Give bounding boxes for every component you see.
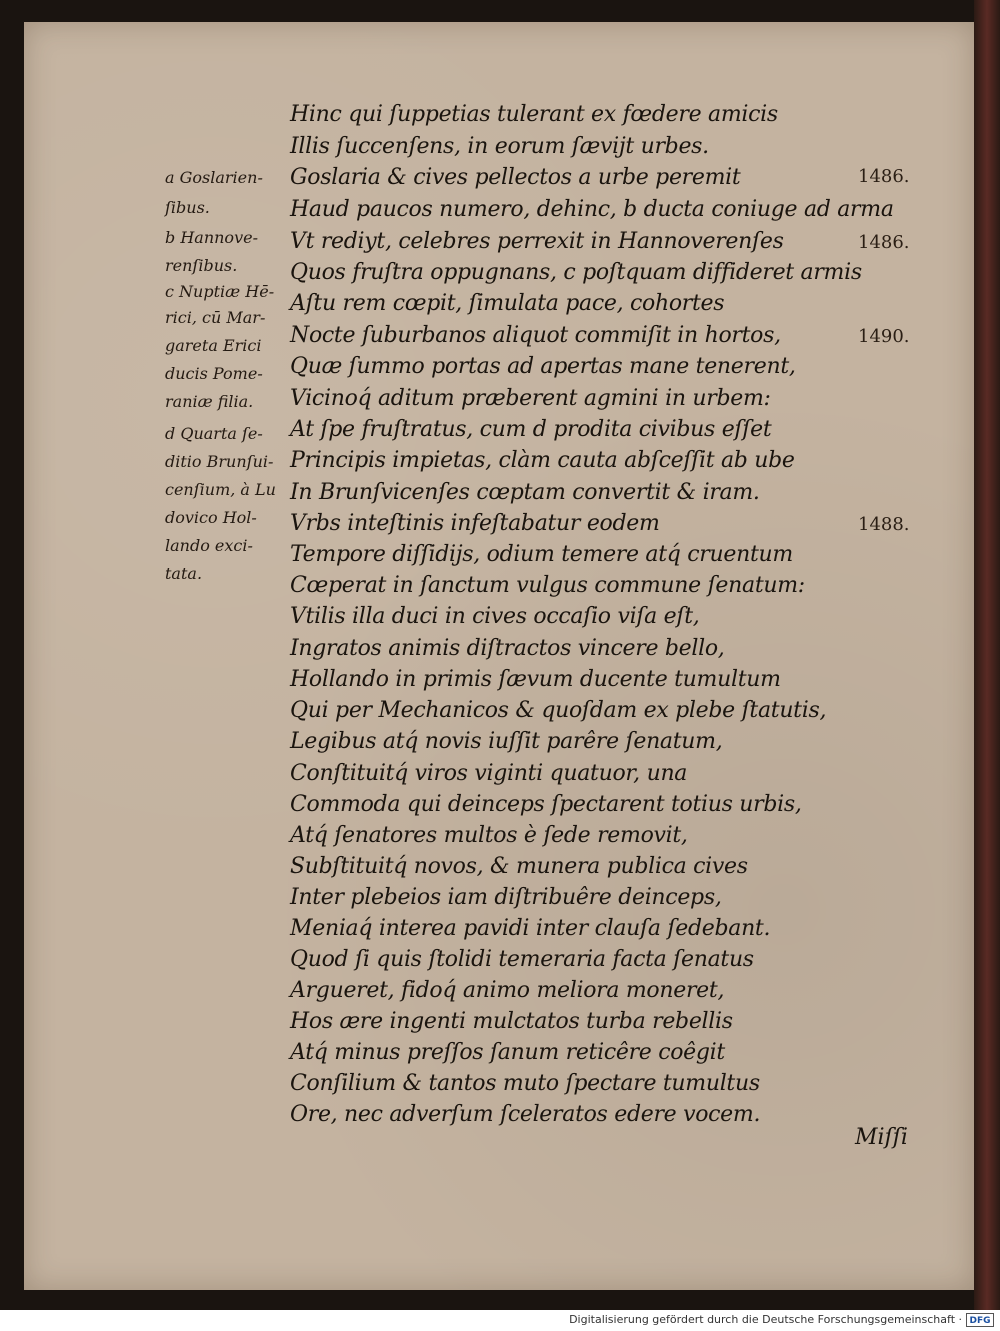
text-line: Quos fruſtra oppugnans, c poſtquam diffideret armis: [290, 260, 862, 285]
text-line: Vt rediyt, celebres perrexit in Hannoverenſes: [290, 229, 784, 254]
text-line: Commoda qui deinceps ſpectarent totius urbis,: [290, 792, 802, 817]
book-spine: [974, 0, 1000, 1310]
text-line: Atq́ ſenatores multos è ſede removit,: [290, 823, 688, 848]
catchword: Miſſi: [855, 1125, 908, 1150]
text-line: Ingratos animis diſtractos vincere bello,: [290, 636, 725, 661]
text-line: Conſtituitq́ viros viginti quatuor, una: [290, 761, 688, 786]
year-note: 1486.: [858, 166, 910, 187]
margin-note-line: a Goslarien-: [165, 168, 263, 187]
text-line: Vicinoq́ aditum præberent agmini in urbem:: [290, 386, 771, 411]
text-line: Illis ſuccenſens, in eorum ſævijt urbes.: [290, 134, 709, 159]
text-line: Subſtituitq́ novos, & munera publica cives: [290, 854, 748, 879]
text-line: Nocte ſuburbanos aliquot commiſit in hortos,: [290, 323, 781, 348]
text-line: Goslaria & cives pellectos a urbe peremit: [290, 165, 741, 190]
text-line: Meniaq́ interea pavidi inter clauſa ſedebant.: [290, 916, 771, 941]
text-line: Argueret, fidoq́ animo meliora moneret,: [290, 978, 725, 1003]
text-line: Atq́ minus preſſos ſanum reticêre coêgit: [290, 1040, 725, 1065]
margin-note-line: d Quarta ſe-: [165, 424, 263, 443]
text-line: Aſtu rem cœpit, ſimulata pace, cohortes: [290, 291, 725, 316]
text-line: Legibus atq́ novis iuſſit parêre ſenatum,: [290, 729, 723, 754]
text-line: Hinc qui ſuppetias tulerant ex fœdere amicis: [290, 102, 778, 127]
margin-note-line: lando exci-: [165, 536, 253, 555]
margin-note-line: ditio Brunſui-: [165, 452, 274, 471]
text-line: Qui per Mechanicos & quoſdam ex plebe ſtatutis,: [290, 698, 827, 723]
text-line: Vtilis illa duci in cives occaſio viſa eſt,: [290, 604, 700, 629]
margin-note-line: ſibus.: [165, 198, 210, 217]
text-line: Quod ſi quis ſtolidi temeraria facta ſenatus: [290, 947, 754, 972]
text-line: Hos ære ingenti mulctatos turba rebellis: [290, 1009, 733, 1034]
margin-note-line: rici, cū Mar-: [165, 308, 266, 327]
text-line: Quæ ſummo portas ad apertas mane tenerent,: [290, 354, 796, 379]
text-line: Tempore diſſidijs, odium temere atq́ cruentum: [290, 542, 793, 567]
text-line: Cœperat in ſanctum vulgus commune ſenatum:: [290, 573, 805, 598]
dfg-logo: DFG: [966, 1313, 994, 1327]
funding-notice: Digitalisierung gefördert durch die Deutsche Forschungsgemeinschaft ·: [569, 1313, 962, 1326]
text-line: Hollando in primis ſævum ducente tumultum: [290, 667, 781, 692]
margin-note-line: raniæ filia.: [165, 392, 254, 411]
margin-note-line: tata.: [165, 564, 203, 583]
text-line: Haud paucos numero, dehinc, b ducta coniuge ad arma: [290, 197, 894, 222]
footer-bar: [0, 1310, 1000, 1331]
text-line: Conſilium & tantos muto ſpectare tumultus: [290, 1071, 760, 1096]
margin-note-line: renſibus.: [165, 256, 238, 275]
year-note: 1488.: [858, 514, 910, 535]
year-note: 1486.: [858, 232, 910, 253]
text-line: Ore, nec adverſum ſceleratos edere vocem.: [290, 1102, 761, 1127]
margin-note-line: dovico Hol-: [165, 508, 257, 527]
margin-note-line: c Nuptiæ Hē-: [165, 282, 275, 301]
margin-note-line: b Hannove-: [165, 228, 258, 247]
text-line: Vrbs inteſtinis infeſtabatur eodem: [290, 511, 660, 536]
text-line: In Brunſvicenſes cœptam convertit & iram.: [290, 480, 760, 505]
text-line: At ſpe fruſtratus, cum d prodita civibus eſſet: [290, 417, 772, 442]
year-note: 1490.: [858, 326, 910, 347]
margin-note-line: cenſium, à Lu: [165, 480, 276, 499]
text-line: Principis impietas, clàm cauta abſceſſit ab ube: [290, 448, 795, 473]
margin-note-line: gareta Erici: [165, 336, 262, 355]
text-line: Inter plebeios iam diſtribuêre deinceps,: [290, 885, 722, 910]
margin-note-line: ducis Pome-: [165, 364, 263, 383]
